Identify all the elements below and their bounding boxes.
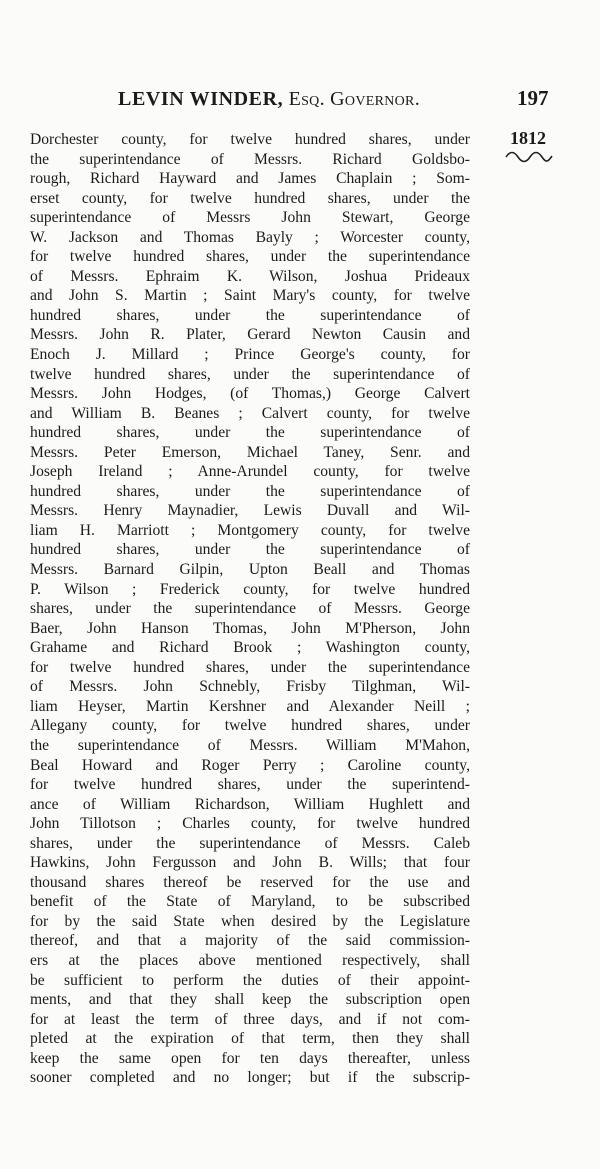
text-line: ments, and that they shall keep the subscription open — [30, 991, 470, 1009]
text-line: liam Heyser, Martin Kershner and Alexander Neill ; — [30, 697, 470, 715]
text-line: for twelve hundred shares, under the superintendance — [30, 248, 470, 266]
running-head-name: LEVIN WINDER, — [118, 88, 284, 110]
text-line: Baer, John Hanson Thomas, John M'Pherson, John — [30, 619, 470, 637]
running-head-title: Esq. Governor. — [288, 88, 420, 110]
text-line: Messrs. John Hodges, (of Thomas,) George Calvert — [30, 385, 470, 403]
text-line: of Messrs. John Schnebly, Frisby Tilghman, Wil- — [30, 678, 470, 696]
text-line: liam H. Marriott ; Montgomery county, for twelve — [30, 521, 470, 539]
text-line: benefit of the State of Maryland, to be subscribed — [30, 893, 470, 911]
text-line: thousand shares thereof be reserved for the use and — [30, 873, 470, 891]
text-line: Allegany county, for twelve hundred shares, under — [30, 717, 470, 735]
text-line: and John S. Martin ; Saint Mary's county, for twelve — [30, 287, 470, 305]
text-line: Enoch J. Millard ; Prince George's county, for — [30, 346, 470, 364]
text-line: superintendance of Messrs John Stewart, George — [30, 209, 470, 227]
text-line: Grahame and Richard Brook ; Washington county, — [30, 639, 470, 657]
text-line: sooner completed and no longer; but if the subscrip- — [30, 1069, 470, 1087]
text-line: for by the said State when desired by the Legislature — [30, 912, 470, 930]
body-text — [30, 130, 470, 1088]
text-line: shares, under the superintendance of Messrs. Caleb — [30, 834, 470, 852]
text-line: Hawkins, John Fergusson and John B. Wills; that four — [30, 854, 470, 872]
text-line: and William B. Beanes ; Calvert county, for twelve — [30, 404, 470, 422]
text-line: Messrs. Peter Emerson, Michael Taney, Senr. and — [30, 443, 470, 461]
text-line: hundred shares, under the superintendance of — [30, 482, 470, 500]
text-line: W. Jackson and Thomas Bayly ; Worcester county, — [30, 228, 470, 246]
text-line: Beal Howard and Roger Perry ; Caroline county, — [30, 756, 470, 774]
text-line: thereof, and that a majority of the said commission- — [30, 932, 470, 950]
text-line: erset county, for twelve hundred shares, under the — [30, 189, 470, 207]
text-line: ers at the places above mentioned respectively, shall — [30, 951, 470, 969]
text-line: hundred shares, under the superintendance of — [30, 541, 470, 559]
margin-year: 1812 — [510, 128, 546, 148]
text-line: hundred shares, under the superintendance of — [30, 306, 470, 324]
text-line: John Tillotson ; Charles county, for twelve hundred — [30, 815, 470, 833]
text-line: keep the same open for ten days thereafter, unless — [30, 1049, 470, 1067]
text-line: hundred shares, under the superintendance of — [30, 424, 470, 442]
text-line: shares, under the superintendance of Messrs. George — [30, 600, 470, 618]
text-line: for at least the term of three days, and if not com- — [30, 1010, 470, 1028]
text-line: ance of William Richardson, William Hughlett and — [30, 795, 470, 813]
text-line: of Messrs. Ephraim K. Wilson, Joshua Prideaux — [30, 267, 470, 285]
text-line: pleted at the expiration of that term, then they shall — [30, 1030, 470, 1048]
running-head — [118, 88, 478, 111]
text-line: rough, Richard Hayward and James Chaplain ; Som- — [30, 170, 470, 188]
flourish-ornament-icon — [500, 150, 556, 164]
text-line: Messrs. Barnard Gilpin, Upton Beall and Thomas — [30, 561, 470, 579]
text-line: for twelve hundred shares, under the superintend- — [30, 776, 470, 794]
text-line: Messrs. Henry Maynadier, Lewis Duvall and Wil- — [30, 502, 470, 520]
text-line: be sufficient to perform the duties of their appoint- — [30, 971, 470, 989]
text-line: twelve hundred shares, under the superintendance of — [30, 365, 470, 383]
text-line: Messrs. John R. Plater, Gerard Newton Causin and — [30, 326, 470, 344]
text-line: Dorchester county, for twelve hundred shares, under — [30, 131, 470, 148]
text-line: for twelve hundred shares, under the superintendance — [30, 658, 470, 676]
text-line: the superintendance of Messrs. Richard Goldsbo- — [30, 150, 470, 168]
text-line: Joseph Ireland ; Anne-Arundel county, for twelve — [30, 463, 470, 481]
page-number: 197 — [517, 86, 549, 110]
text-line: the superintendance of Messrs. William M'Mahon, — [30, 736, 470, 754]
text-line: P. Wilson ; Frederick county, for twelve hundred — [30, 580, 470, 598]
